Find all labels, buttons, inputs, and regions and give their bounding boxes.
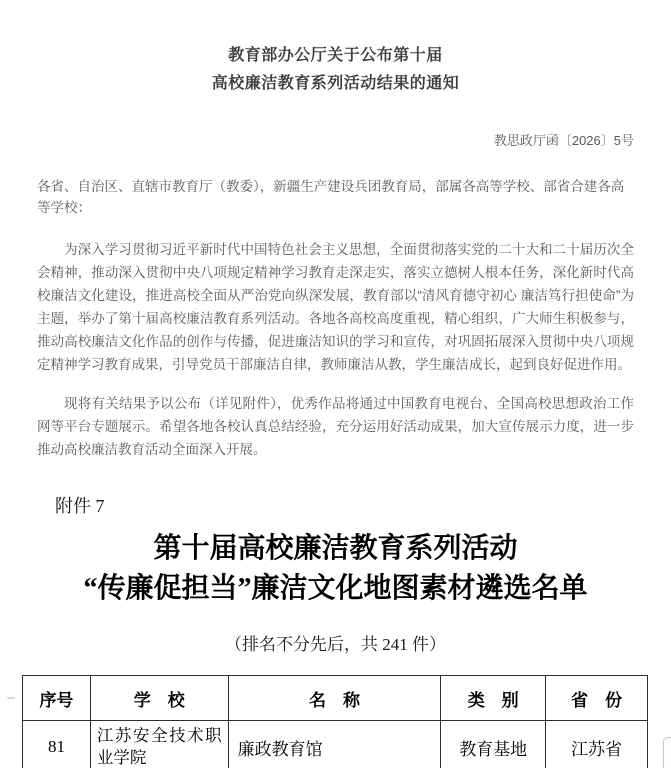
attachment-section <box>0 492 671 768</box>
cell-no: 81 <box>23 721 91 768</box>
salutation: 各省、自治区、直辖市教育厅（教委），新疆生产建设兵团教育局，部属各高等学校、部省合建各高等学校： <box>37 179 625 215</box>
cell-category: 教育基地 <box>441 721 546 768</box>
column-header-province: 省 份 <box>546 676 648 721</box>
notice-paragraph-1: 为深入学习贯彻习近平新时代中国特色社会主义思想，全面贯彻落实党的二十大和二十届历次全会精神，推动深入贯彻中央八项规定精神学习教育走深走实，落实立德树人根本任务，深化新时代高校廉洁文化建设，推进高校全面从严治党向纵深发展，教育部以“清风育德守初心 廉洁笃行担使命”为主题，举办了第十届高校廉洁教育系列活动。各地各高校高度重视，精心组织，广大师生积极参与，推动高校廉洁文化作品的创作与传播，促进廉洁知识的学习和宣传，对巩固拓展深入贯彻中央八项规定精神学习教育成果，引导党员干部廉洁自律，教师廉洁从教，学生廉洁成长，起到良好促进作用。 <box>37 242 634 372</box>
notice-paragraph-2: 现将有关结果予以公布（详见附件），优秀作品将通过中国教育电视台、全国高校思想政治工作网等平台专题展示。希望各地各校认真总结经验，充分运用好活动成果，加大宣传展示力度，进一步推动高校廉洁教育活动全面深入开展。 <box>37 396 634 457</box>
notice-title-line1: 教育部办公厅关于公布第十届 <box>228 47 443 64</box>
notice-title <box>0 42 671 98</box>
table-row <box>23 721 648 768</box>
document-page <box>0 42 671 768</box>
notice-title-line2: 高校廉洁教育系列活动结果的通知 <box>211 75 460 92</box>
column-header-name: 名 称 <box>228 676 441 721</box>
table-header-row <box>23 676 648 721</box>
column-header-category: 类 别 <box>441 676 546 721</box>
attachment-title <box>0 529 671 609</box>
attachment-subtitle: （排名不分先后，共 241 件） <box>225 635 446 654</box>
column-header-school: 学 校 <box>90 676 228 721</box>
attachment-title-line2: “传廉促担当”廉洁文化地图素材遴选名单 <box>83 573 588 604</box>
cell-name: 廉政教育馆 <box>228 721 441 768</box>
attachment-label: 附件 7 <box>55 496 105 516</box>
stray-mark <box>7 697 15 699</box>
doc-number: 教思政厅函〔2026〕5号 <box>493 133 634 148</box>
column-header-no: 序号 <box>23 676 91 721</box>
notice-section <box>0 42 671 461</box>
selection-results-table <box>22 675 648 768</box>
cell-province: 江苏省 <box>546 721 648 768</box>
cell-school: 江苏安全技术职业学院 <box>90 721 228 768</box>
attachment-title-line1: 第十届高校廉洁教育系列活动 <box>153 533 518 564</box>
scrollbar-thumb[interactable] <box>663 737 671 768</box>
